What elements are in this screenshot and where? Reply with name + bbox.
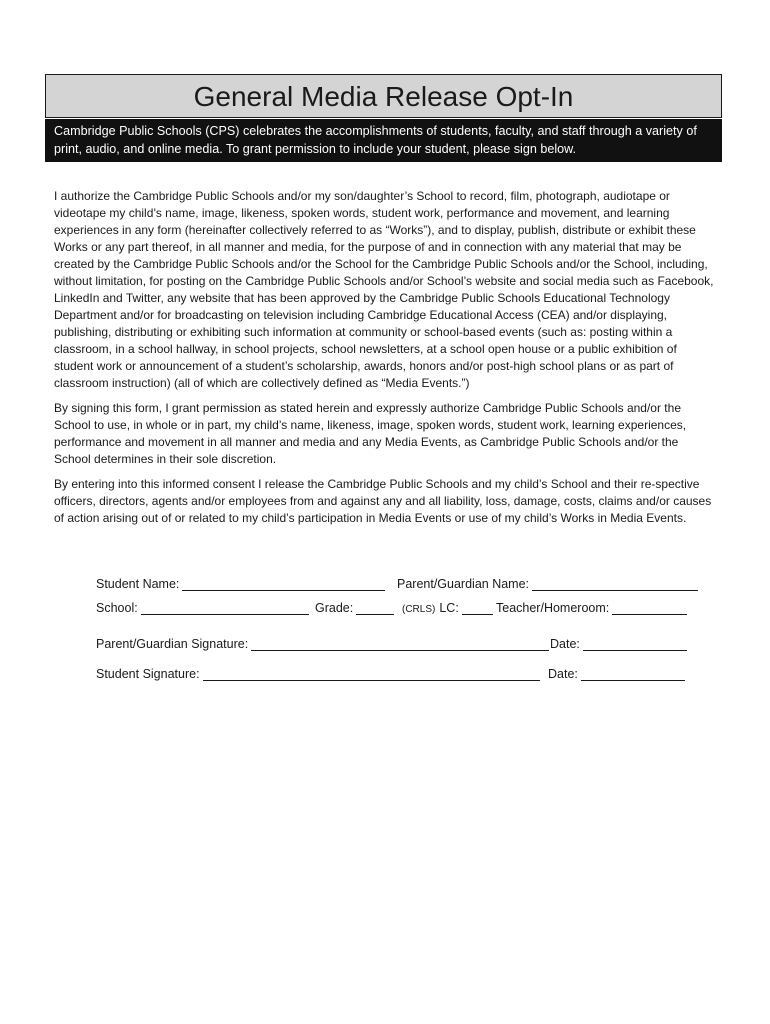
- teacher-label: Teacher/Homeroom:: [496, 601, 610, 615]
- student-date-line[interactable]: [581, 666, 685, 681]
- lc-field[interactable]: [402, 600, 493, 615]
- student-signature-row: [96, 666, 716, 690]
- student-date-field[interactable]: [548, 666, 685, 681]
- page-title: General Media Release Opt-In: [45, 74, 722, 118]
- parent-name-label: Parent/Guardian Name:: [397, 577, 530, 591]
- signature-fields: [96, 576, 716, 690]
- grade-label: Grade:: [315, 601, 354, 615]
- name-row: [96, 576, 716, 600]
- school-label: School:: [96, 601, 138, 615]
- student-name-line[interactable]: [182, 576, 385, 591]
- grade-line[interactable]: [356, 600, 394, 615]
- parent-date-label: Date:: [550, 637, 580, 651]
- parent-date-line[interactable]: [583, 636, 687, 651]
- student-signature-label: Student Signature:: [96, 667, 200, 681]
- intro-banner: Cambridge Public Schools (CPS) celebrates the accomplishments of students, faculty, and staff through a variety of print, audio, and online media. To grant permission to include your student, please sign below.: [45, 119, 722, 162]
- student-name-field[interactable]: [96, 576, 385, 591]
- permission-paragraph: By signing this form, I grant permission as stated herein and expressly authorize Cambridge Public Schools and/or the School to use, in whole or in part, my child’s name, likeness, image, spoken words, student work, learning experiences, performance and movement in all manner and media and any Media Events, as Cambridge Public Schools and/or the School determines in their sole discretion.: [54, 401, 687, 466]
- school-field[interactable]: [96, 600, 309, 615]
- release-paragraph: By entering into this informed consent I release the Cambridge Public Schools and my child’s School and their re-spective officers, directors, agents and/or employees from and against any and all liability, loss, damage, costs, claims and/or causes of action arising out of or related to my child’s participation in Media Events or use of my child’s Works in Media Events.: [54, 477, 712, 525]
- parent-signature-field[interactable]: [96, 636, 549, 651]
- parent-date-field[interactable]: [550, 636, 687, 651]
- parent-name-field[interactable]: [397, 576, 698, 591]
- parent-signature-line[interactable]: [251, 636, 549, 651]
- parent-signature-label: Parent/Guardian Signature:: [96, 637, 249, 651]
- student-signature-line[interactable]: [203, 666, 540, 681]
- lc-line[interactable]: [462, 600, 493, 615]
- school-line[interactable]: [141, 600, 309, 615]
- crls-label: (CRLS): [402, 604, 436, 615]
- parent-signature-row: [96, 636, 716, 660]
- student-name-label: Student Name:: [96, 577, 180, 591]
- student-signature-field[interactable]: [96, 666, 540, 681]
- teacher-line[interactable]: [612, 600, 687, 615]
- release-body: [54, 188, 718, 535]
- authorization-paragraph: I authorize the Cambridge Public Schools and/or my son/daughter’s School to record, film, photograph, audiotape or videotape my child’s name, image, likeness, spoken words, student work, performance and movement, and learning experiences in any form (hereinafter collectively referred to as “Works”), and to display, publish, distribute or exhibit these Works or any part thereof, in all manner and media, for the purpose of and in connection with any material that may be created by the Cambridge Public Schools and/or the School for the Cambridge Public Schools and/or the School, including, without limitation, for posting on the Cambridge Public Schools and/or School’s website and social media such as Facebook, LinkedIn and Twitter, any website that has been approved by the Cambridge Public Schools Educational Technology Department and/or for broadcasting on television including Cambridge Educational Access (CEA) and/or displaying, publishing, distributing or exhibiting such information at community or school-based events (such as: posting within a classroom, in a school hallway, in school projects, school newsletters, at a school open house or a public exhibition of student work or announcement of a student’s scholarship, awards, honors and/or post-high school plans or as part of classroom instruction) (all of which are collectively defined as “Media Events.”): [54, 189, 714, 390]
- grade-field[interactable]: [315, 600, 394, 615]
- teacher-field[interactable]: [496, 600, 687, 615]
- school-row: [96, 600, 716, 624]
- student-date-label: Date:: [548, 667, 578, 681]
- lc-label: LC:: [439, 601, 459, 615]
- parent-name-line[interactable]: [532, 576, 698, 591]
